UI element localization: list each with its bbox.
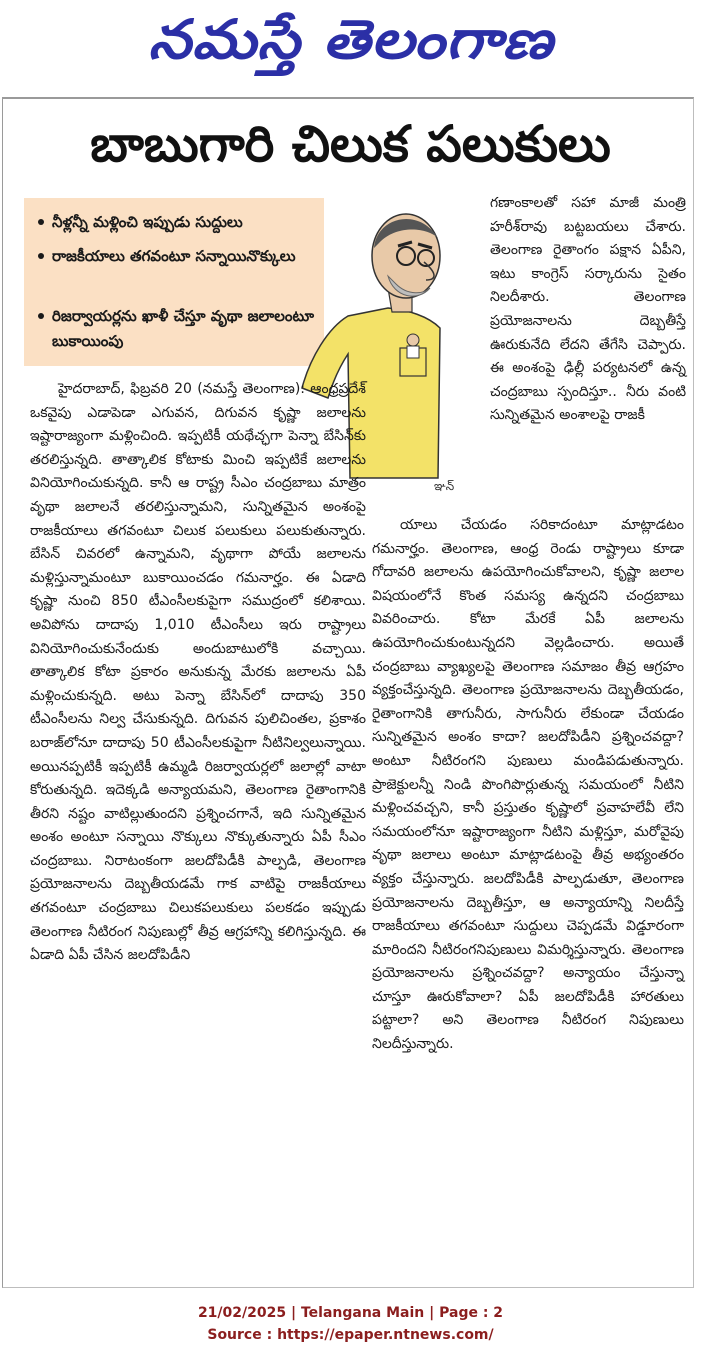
highlight-item (38, 244, 318, 269)
masthead (0, 0, 701, 92)
highlight-text: రిజర్వాయర్లను ఖాళీ చేస్తూ వృథా జలాలంటూ బుకాయింపు (52, 307, 315, 350)
highlight-text: రాజకీయాలు తగవంటూ సన్నాయినొక్కులు (52, 247, 296, 265)
bullet-icon (38, 253, 44, 259)
body-paragraph: యాలు చేయడం సరికాదంటూ మాట్లాడటం గమనార్హం. తెలంగాణ, ఆంధ్ర రెండు రాష్ట్రాలు కూడా గోదావరి జలాలను ఉపయోగించుకోవాలని, కృష్ణా జలాల విషయంలోనే కొంత సమస్య ఉన్నదని చంద్రబాబు వివరించారు. కోటా మేరకే ఏపీ జలాలను ఉపయోగించుకుంటున్నదని వెల్లడించారు. అయితే చంద్రబాబు వ్యాఖ్యలపై తెలంగాణ సమాజం తీవ్ర ఆగ్రహం వ్యక్తంచేస్తున్నది. తెలంగాణ ప్రయోజనాలను దెబ్బతీయడం, రైతాంగానికి తాగునీరు, సాగునీరు లేకుండా చేయడం సున్నితమైన అంశం కాదా? జలదోపిడీని ప్రశ్నించవద్దా? అంటూ నీటిరంగని పుణులు మండిపడుతున్నారు. ప్రాజెక్టులన్నీ నిండి పొంగిపొర్లుతున్న సమయంలో నీటిని మళ్లించవచ్చని, కానీ ప్రస్తుతం కృష్ణాలో ప్రవాహలేవీ లేని సమయంలోనూ ఇష్టారాజ్యంగా నీటిని మళ్లిస్తూ, మరోవైపు వృథా జలాలు అంటూ మాట్లాడటంపై తీవ్ర అభ్యంతరం వ్యక్తం చేస్తున్నారు. జలదోపిడీకి పాల్పడుతూ, తెలంగాణ ప్రయోజనాలను దెబ్బతీస్తూ, ఆ అన్యాయాన్ని నిలదీస్తే రాజకీయాలు తగవంటూ సుద్దులు చెప్పడమే విడ్డూరంగా మారిందని నీటిరంగనిపుణులు విమర్శిస్తున్నారు. తెలంగాణ ప్రయోజనాలను ప్రశ్నించవద్దా? అన్యాయం చేస్తున్నా చూస్తూ ఊరుకోవాలా? ఏపీ జలదోపిడీకి హారతులు పట్టాలా? అని తెలంగాణ నీటిరంగ నిపుణులు నిలదీస్తున్నారు. (372, 517, 684, 1053)
bullet-icon (38, 219, 44, 225)
body-paragraph: హైదరాబాద్‌, ఫిబ్రవరి 20 (నమస్తే తెలంగాణ): ఆంధ్రప్రదేశ్‌ ఒకవైపు ఎడాపెడా ఎగువన, దిగువన కృష్ణా జలాలను ఇష్టారాజ్యంగా మళ్లించింది. ఇప్పటికీ యథేచ్ఛగా పెన్నా బేసిన్‌కు తరలిస్తున్నది. తాత్కాలిక కోటాకు మించి ఇప్పటికే జలాలను వినియోగించుకున్నది. కానీ ఆ రాష్ట్ర సీఎం చంద్రబాబు మాత్రం వృథా జలాలనే తరలిస్తున్నామని, సున్నితమైన అంశంపై రాజకీయాలు తగవంటూ చిలుక పలుకులు పలుకుతున్నారు. బేసిన్‌ చివరలో ఉన్నామని, వృథాగా పోయే జలాలను మళ్లిస్తున్నామంటూ బుకాయించడం గమనార్హం. ఈ ఏడాది కృష్ణా నుంచి 850 టీఎంసీలకుపైగా సముద్రంలో కలిశాయి. అవిపోను దాదాపు 1,010 టీఎంసీలు ఇరు రాష్ట్రాలు వినియోగించుకునేందుకు అందుబాటులోకి వచ్చాయి. తాత్కాలిక కోటా ప్రకారం అనుకున్న మేరకు జలాలను ఏపీ మళ్లించుకున్నది. అటు పెన్నా బేసిన్‌లో దాదాపు 350 టీఎంసీలను నిల్వ చేసుకున్నది. దిగువన పులిచింతల, ప్రకాశం బరాజ్‌లోనూ దాదాపు 50 టీఎంసీలకుపైగా నీటినిల్వలున్నాయి. అయినప్పటికీ ఇప్పటికీ ఉమ్మడి రిజర్వాయర్లలో జలాల్లో వాటా కోరుతున్నది. ఇదెక్కడి అన్యాయమని, తెలంగాణ రైతాంగానికి తీరని నష్టం వాటిల్లుతుందని ప్రశ్నించగానే, ఇది సున్నితమైన అంశం అంటూ సన్నాయి నొక్కులు నొక్కుతున్నారు ఏపీ సీఎం చంద్రబాబు. నిరాటంకంగా జలదోపిడీకి పాల్పడి, తెలంగాణ ప్రయోజనాలను దెబ్బతీయడమే గాక వాటిపై రాజకీయాలు తగవంటూ చంద్రబాబు చిలుకపలుకులు పలకడం ఇప్పుడు తెలంగాణ నీటిరంగ నిపుణుల్లో తీవ్ర ఆగ్రహాన్ని కలిగిస్తున్నది. ఈ ఏడాది ఏపీ చేసిన జలదోపిడీని (30, 381, 366, 964)
highlight-item (38, 304, 318, 354)
footer-edition-line: 21/02/2025 | Telangana Main | Page : 2 (197, 1305, 504, 1321)
highlights-box (24, 198, 324, 366)
small-figure-body (407, 346, 419, 358)
body-column-left (30, 378, 366, 968)
small-figure-head (407, 334, 419, 346)
footer-source-line: Source : https://epaper.ntnews.com/ (207, 1327, 494, 1343)
highlight-text: నీళ్లన్నీ మళ్లించి ఇప్పుడు సుద్దులు (52, 213, 243, 231)
masthead-title: నమస్తే తెలంగాణ (147, 7, 554, 71)
body-paragraph: గణాంకాలతో సహా మాజీ మంత్రి హరీశ్‌రావు బట్టబయలు చేశారు. తెలంగాణ రైతాంగం పక్షాన ఏపీని, ఇటు కాంగ్రెస్‌ సర్కారును సైతం నిలదీశారు. తెలంగాణ ప్రయోజనాలను దెబ్బతీస్తే ఊరుకునేది లేదని తేగేసి చెప్పారు. ఈ అంశంపై ఢిల్లీ పర్యటనలో ఉన్న చంద్రబాబు స్పందిస్తూ.. నీరు వంటి సున్నితమైన అంశాలపై రాజకీ (490, 195, 686, 424)
body-column-right-bottom (372, 514, 684, 1057)
body-column-right-top (490, 192, 686, 428)
article-headline: బాబుగారి చిలుక పలుకులు (90, 114, 611, 173)
artist-signature: ఞన్ (434, 479, 455, 493)
footer (0, 1302, 701, 1346)
bullet-icon (38, 313, 44, 319)
highlight-item (38, 210, 318, 235)
